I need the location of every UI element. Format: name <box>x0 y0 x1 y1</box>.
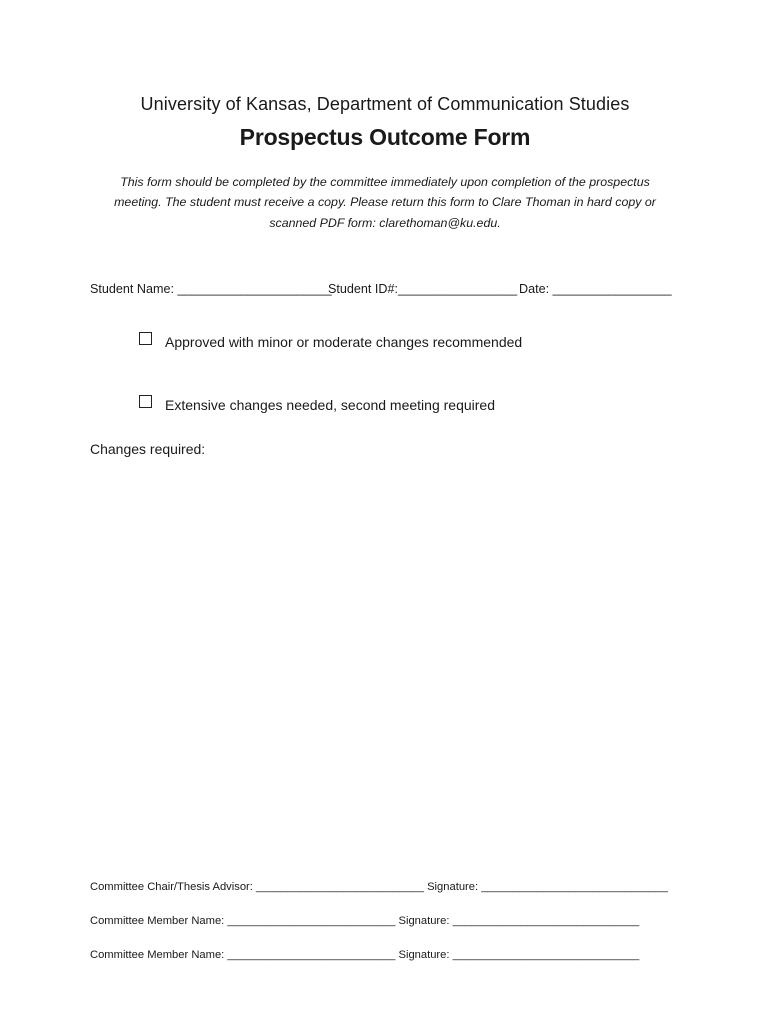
department-heading: University of Kansas, Department of Communication Studies <box>140 94 630 114</box>
extensive-changes-option-label: Extensive changes needed, second meeting required <box>165 397 495 413</box>
approved-checkbox[interactable] <box>139 332 152 345</box>
student-name-field[interactable]: Student Name: ______________________ <box>90 282 332 296</box>
committee-member-signature-line[interactable]: Committee Member Name: ___________________________ Signature: ______________________________ <box>90 949 640 961</box>
instructions-line-2: meeting. The student must receive a copy. Please return this form to Clare Thoman in hard copy or <box>114 195 656 209</box>
committee-member-signature-line[interactable]: Committee Member Name: ___________________________ Signature: ______________________________ <box>90 915 640 927</box>
instructions-line-3: scanned PDF form: clarethoman@ku.edu. <box>269 216 501 230</box>
form-title: Prospectus Outcome Form <box>239 124 531 150</box>
approved-option-label: Approved with minor or moderate changes recommended <box>165 334 523 350</box>
date-field[interactable]: Date: _________________ <box>519 282 672 296</box>
changes-required-label: Changes required: <box>90 441 206 457</box>
instructions-line-1: This form should be completed by the committee immediately upon completion of the prospectus <box>120 175 650 189</box>
extensive-changes-checkbox[interactable] <box>139 395 152 408</box>
committee-chair-signature-line[interactable]: Committee Chair/Thesis Advisor: ___________________________ Signature: ______________________________ <box>90 881 668 893</box>
student-id-field[interactable]: Student ID#:_________________ <box>328 282 518 296</box>
